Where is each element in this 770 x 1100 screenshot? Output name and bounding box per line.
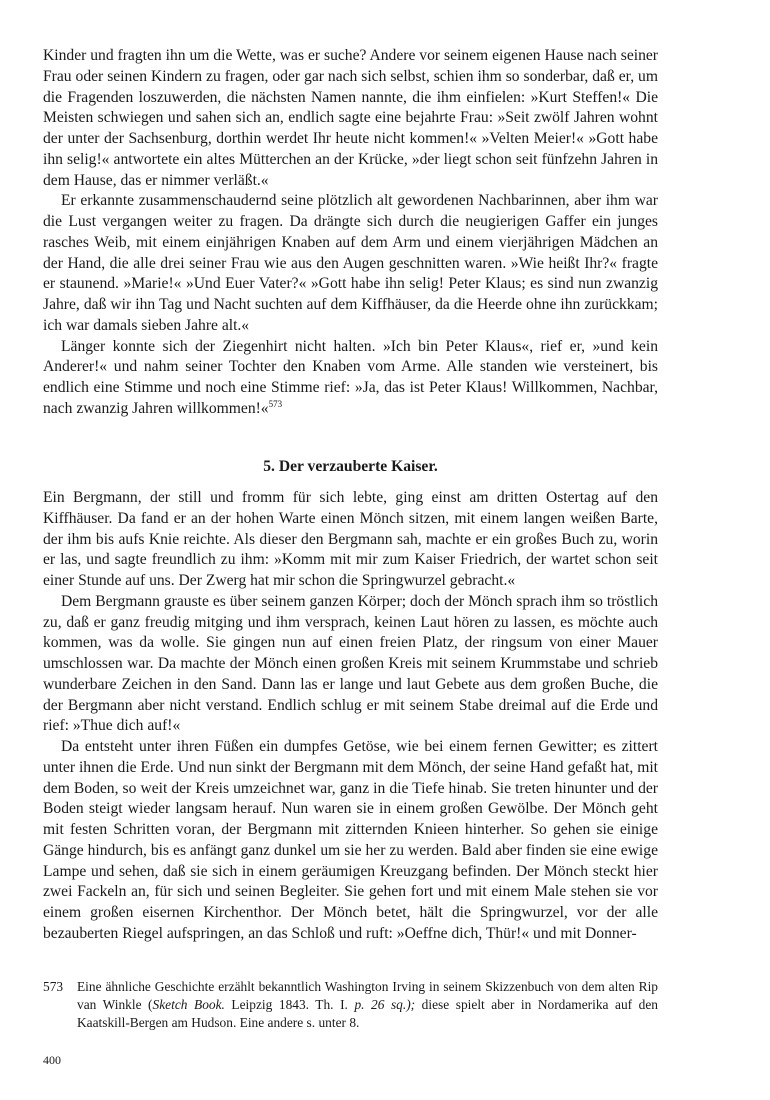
- footnote-reference[interactable]: 573: [268, 398, 283, 409]
- paragraph: Dem Bergmann grauste es über seinem ganzen Körper; doch der Mönch sprach ihm so tröstlich zu, daß er ganz freudig mitging und ihm versprach, keinen Laut hören zu lassen, es möchte auch kommen, was da wolle. Sie gingen nun auf einen freien Platz, der ringsum von einer Mauer umschlossen war. Da machte der Mönch einen großen Kreis mit seinem Krummstabe und schrieb wunderbare Zeichen in den Sand. Dann las er lange und laut Gebete aus dem großen Buche, die der Bergmann aber nicht verstand. Endlich schlug er mit seinem Stabe dreimal auf die Erde und rief: »Thue dich auf!«: [43, 592, 658, 735]
- section-body-text: [43, 488, 658, 945]
- footnote-text-part: Leipzig 1843. Th. I.: [224, 997, 355, 1013]
- paragraph: Er erkannte zusammenschaudernd seine plötzlich alt gewordenen Nachbarinnen, aber ihm war die Lust vergangen weiter zu fragen. Da drängte sich durch die neugierigen Gaffer ein junges rasches Weib, mit einem einjährigen Knaben auf dem Arm und einem vierjährigen Mädchen an der Hand, die alle drei seiner Frau wie aus den Augen geschnitten waren. »Wie heißt Ihr?« fragte er staunend. »Marie!« »Und Euer Vater?« »Gott habe ihn selig! Peter Klaus; es sind nun zwanzig Jahre, daß wir ihn Tag und Nacht suchten auf dem Kiffhäuser, da die Heerde ohne ihn zurückkam; ich war damals sieben Jahre alt.«: [43, 192, 658, 334]
- paragraph: Ein Bergmann, der still und fromm für sich lebte, ging einst am dritten Ostertag auf den Kiffhäuser. Da fand er an der hohen Warte einen Mönch sitzen, mit einem langen weißen Barte, der ihm bis aufs Knie reichte. Als dieser den Bergmann sah, machte er ein großes Buch zu, worin er las, und sagte freundlich zu ihm: »Komm mit mir zum Kaiser Friedrich, der wartet schon seit einer Stunde auf uns. Der Zwerg hat mir schon die Springwurzel gebracht.«: [43, 489, 658, 589]
- footnote-text-part: Eine ähnliche Geschichte erzählt bekanntlich Washington Irving in seinem Skizzenbuch von dem alten Rip van Winkle (: [77, 979, 658, 1013]
- footnote-text-part: diese spielt aber in Nordamerika auf den Kaatskill-Bergen am Hudson. Eine andere s. unter 8.: [77, 997, 659, 1031]
- footnote-text: [77, 978, 658, 1033]
- footnote-page-ref: 26 sq.);: [364, 997, 416, 1013]
- footnote-page-abbrev: p.: [354, 997, 365, 1013]
- paragraph: Da entsteht unter ihren Füßen ein dumpfes Getöse, wie bei einem fernen Gewitter; es zittert unter ihnen die Erde. Und nun sinkt der Bergmann mit dem Mönch, der seine Hand gefaßt hat, mit dem Boden, so weit der Kreis umzeichnet war, ganz in die Tiefe hinab. Sie treten hinunter und der Boden steigt wieder langsam herauf. Nun waren sie in einem großen Gewölbe. Der Mönch geht mit festen Schritten voran, der Bergmann mit zitternden Knieen hinterher. So gehen sie einige Gänge hindurch, bis es anfängt ganz dunkel um sie her zu werden. Bald aber finden sie eine ewige Lampe und sehen, daß sie sich in einem geräumigen Kreuzgang befinden. Der Mönch steckt hier zwei Fackeln an, für sich und seinen Begleiter. Sie gehen fort und mit einem Male stehen sie vor einem großen eisernen Kirchenthor. Der Mönch betet, hält die Springwurzel, vor der alle bezauberten Riegel aufspringen, an das Schloß und ruft: »Oeffne dich, Thür!« und mit Donner-: [43, 738, 658, 942]
- paragraph-text: Länger konnte sich der Ziegenhirt nicht halten. »Ich bin Peter Klaus«, rief er, »und kein Anderer!« und nahm seiner Tochter den Knaben vom Arme. Alle standen wie versteinert, bis endlich eine Stimme und noch eine Stimme rief: »Ja, das ist Peter Klaus! Willkommen, Nachbar, nach zwanzig Jahren willkommen!«: [43, 337, 658, 417]
- page-number: 400: [43, 1053, 61, 1067]
- footnote: [43, 978, 658, 1033]
- paragraph: [43, 337, 658, 420]
- paragraph: Kinder und fragten ihn um die Wette, was er suche? Andere vor seinem eigenen Hause nach seiner Frau oder seinen Kindern zu fragen, oder gar nach sich selbst, schien ihm so sonderbar, daß er, um die Fragenden loszuwerden, die nächsten Namen nannte, die ihm einfielen: »Kurt Steffen!« Die Meisten schwiegen und sahen sich an, endlich sagte eine bejahrte Frau: »Seit zwölf Jahren wohnt der unter der Sachsenburg, dorthin werdet Ihr heute nicht kommen!« »Velten Meier!« »Gott habe ihn selig!« antwortete ein altes Mütterchen an der Krücke, »der liegt schon seit fünfzehn Jahren in dem Hause, das er nimmer verläßt.«: [43, 47, 658, 189]
- footnote-number: 573: [43, 979, 64, 994]
- footnote-book-title: Sketch Book.: [152, 997, 225, 1013]
- continued-story-text: [43, 46, 658, 420]
- section-heading: 5. Der verzauberte Kaiser.: [263, 458, 438, 475]
